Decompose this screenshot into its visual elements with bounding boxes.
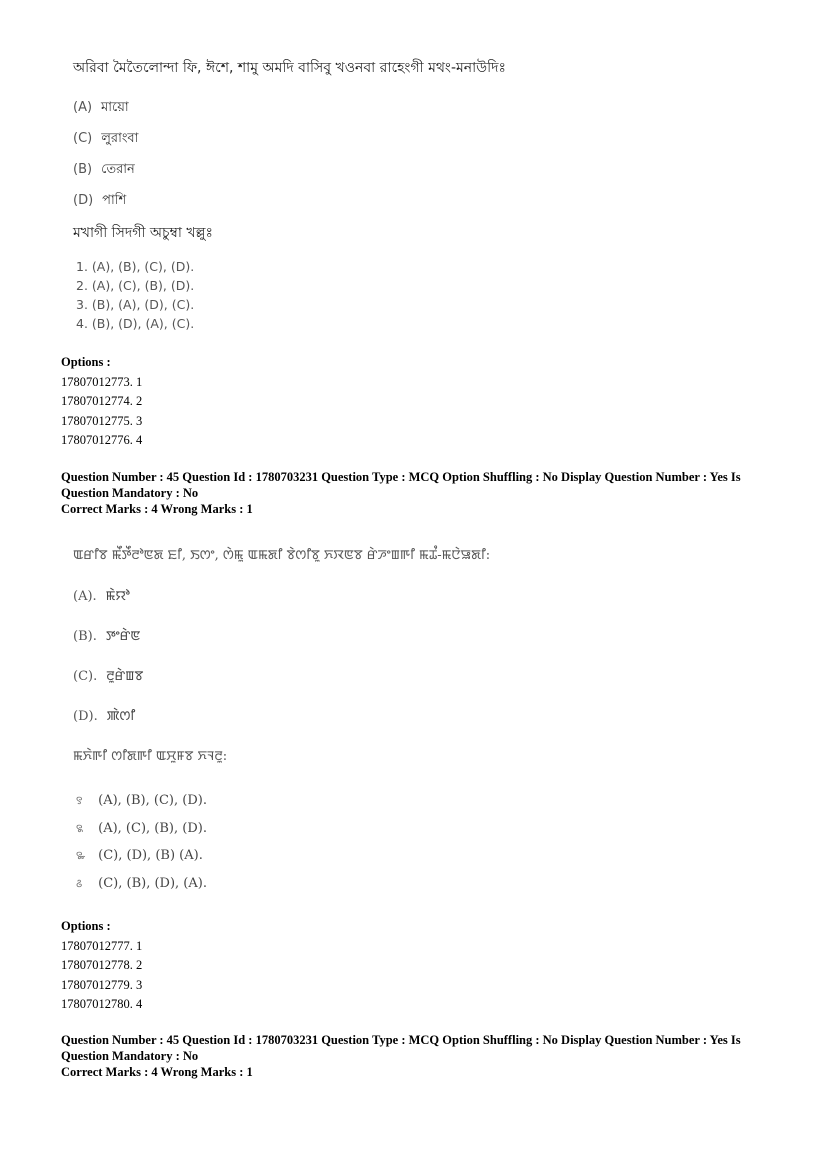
answer-item [76, 842, 750, 870]
question-meta-line: Question Number : 45 Question Id : 1780703231 Question Type : MCQ Option Shuffling : No Display Question Number : Yes Is [61, 470, 741, 484]
option-id: 17807012773. 1 [61, 374, 143, 389]
choose-instruction: ꯃꯈꯥꯒꯤ ꯁꯤꯗꯒꯤ ꯑꯆꯨꯝꯕ ꯈꯜꯂꯨ: [73, 749, 228, 764]
answer-list [60, 787, 750, 897]
option-key: (B) [73, 162, 93, 177]
option-id: 17807012778. 2 [61, 958, 143, 972]
option-text: ꯇꯦꯔꯥꯟ [105, 629, 141, 644]
question-stem: ꯑꯔꯤꯕ ꯃꯩꯇꯩꯂꯣꯟꯗ ꯐꯤ, ꯏꯁꯦ, ꯁꯥꯃꯨ ꯑꯃꯗꯤ ꯕꯥꯁꯤꯕꯨ ꯈꯋꯟꯕ ꯔꯥꯍꯦꯡꯒꯤ ꯃꯊꯪ-ꯃꯅꯥꯎꯗꯤ: [73, 548, 491, 563]
options-heading: Options : [61, 919, 111, 933]
option-id: 17807012774. 2 [61, 394, 143, 408]
option-key: (C). [73, 669, 98, 684]
answer-text: (C), (D), (B) (A). [98, 848, 203, 863]
question-image-meetei-mayek [60, 546, 750, 897]
option-id: 17807012776. 4 [61, 433, 143, 447]
question-option [73, 587, 750, 627]
question-image-bengali [60, 58, 750, 333]
option-text: ꯂꯨꯔꯥꯡꯕ [106, 669, 144, 684]
answer-text: (A), (B), (C), (D). [98, 793, 207, 808]
answer-item [76, 870, 750, 898]
answer-item [76, 815, 750, 843]
choose-instruction: মখাগী সিদগী অচুম্বা খল্লুঃ [73, 225, 213, 241]
question-meta-line: Question Mandatory : No [61, 1049, 199, 1063]
answer-item: 2. (A), (C), (B), (D). [76, 278, 195, 293]
option-text: লুরাংবা [101, 131, 139, 146]
options-block [61, 353, 761, 451]
question-stem: অরিবা মৈতৈলোন্দা ফি, ঈশে, শামু অমদি বাসিবু খওনবা রাহেংগী মথং-মনাউদিঃ [73, 60, 506, 76]
option-key: (D) [73, 193, 94, 208]
answer-number: ꯱ [76, 794, 83, 807]
question-meta-line: Question Mandatory : No [61, 486, 199, 500]
marks-line: Correct Marks : 4 Wrong Marks : 1 [61, 1065, 253, 1079]
question-header [61, 469, 761, 517]
option-text: ꯄꯥꯁꯤ [106, 709, 136, 724]
question-option [73, 98, 750, 129]
option-text: ꯃꯥꯌꯣ [105, 589, 130, 604]
option-text: তেরান [101, 162, 135, 177]
answer-text: (A), (C), (B), (D). [98, 820, 207, 836]
question-meta-line: Question Number : 45 Question Id : 1780703231 Question Type : MCQ Option Shuffling : No Display Question Number : Yes Is [61, 1033, 741, 1047]
question-option [73, 160, 750, 191]
answer-item [76, 787, 750, 815]
option-key: (B). [73, 629, 97, 644]
question-option [73, 667, 750, 707]
question-option [73, 627, 750, 667]
answer-text: (C), (B), (D), (A). [98, 875, 207, 891]
answer-item: 4. (B), (D), (A), (C). [76, 316, 195, 331]
option-key: (A) [73, 100, 93, 115]
option-id: 17807012777. 1 [61, 938, 143, 953]
answer-list [60, 257, 750, 333]
answer-number: ꯲ [76, 821, 84, 835]
option-key: (A). [73, 589, 97, 604]
answer-number: ꯳ [76, 849, 86, 862]
answer-item: 1. (A), (B), (C), (D). [76, 259, 195, 274]
question-option [73, 191, 750, 222]
option-key: (D). [73, 709, 98, 724]
option-id: 17807012780. 4 [61, 997, 143, 1011]
question-option [73, 129, 750, 160]
options-heading: Options : [61, 355, 111, 369]
answer-item: 3. (B), (A), (D), (C). [76, 297, 195, 312]
option-key: (C) [73, 131, 93, 146]
option-id: 17807012779. 3 [61, 977, 143, 992]
question-header [61, 1032, 761, 1080]
options-block [61, 917, 761, 1015]
option-text: মায়ো [101, 100, 129, 115]
marks-line: Correct Marks : 4 Wrong Marks : 1 [61, 502, 253, 516]
option-text: পাশি [102, 193, 127, 208]
option-id: 17807012775. 3 [61, 413, 143, 428]
question-option [73, 707, 750, 747]
answer-number: ꯴ [76, 876, 83, 890]
